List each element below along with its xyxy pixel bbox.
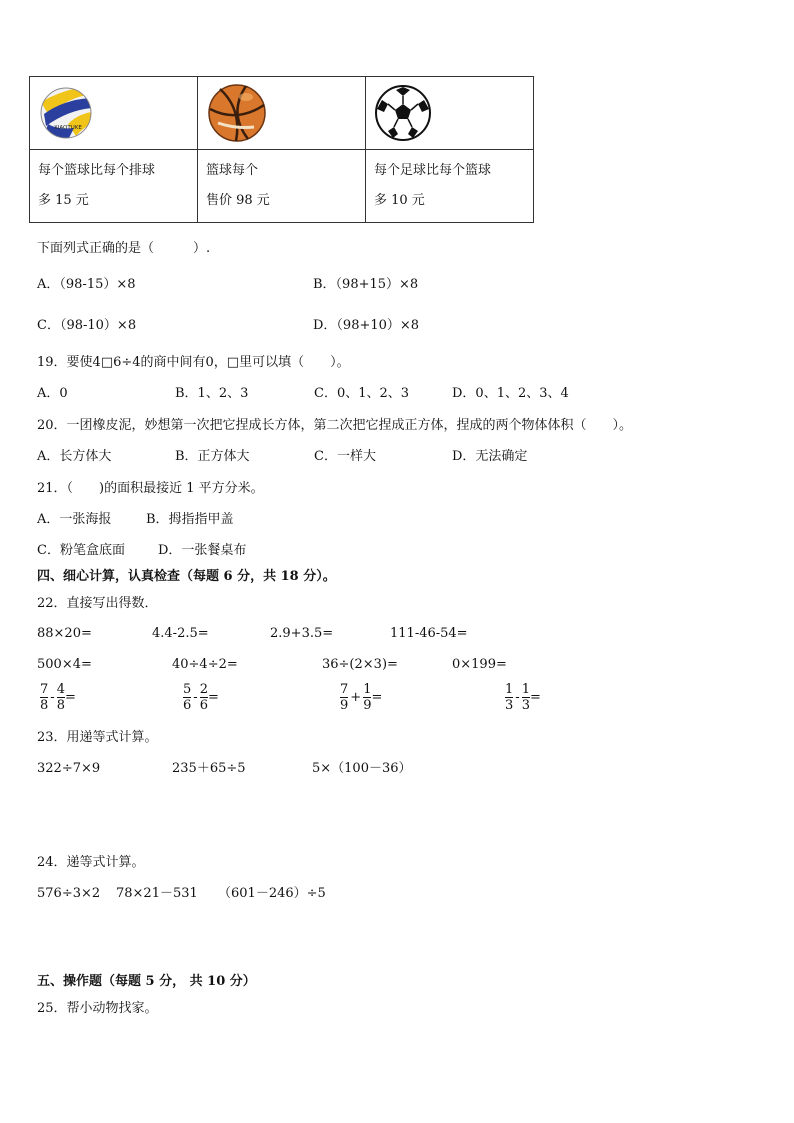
denominator: 8: [40, 698, 49, 713]
fraction-expression: [340, 682, 382, 713]
option-b[interactable]: B．1、2、3: [175, 386, 249, 401]
soccer-ball-cell: [366, 77, 534, 150]
volleyball-cell: [30, 77, 198, 150]
operator: -: [50, 690, 55, 705]
calc-item: 576÷3×2: [37, 886, 101, 901]
soccer-ball-icon: [374, 84, 432, 142]
question-stem: 24．递等式计算。: [37, 855, 145, 870]
cell-line: 每个足球比每个篮球: [374, 163, 492, 178]
option-a[interactable]: A．一张海报: [37, 512, 112, 527]
option-a[interactable]: A．长方体大: [37, 449, 112, 464]
volleyball-icon: [38, 84, 94, 142]
fraction-expression: [183, 682, 219, 713]
denominator: 9: [363, 698, 372, 713]
section-heading: 五、操作题（每题 5 分， 共 10 分）: [37, 974, 256, 989]
calc-item: 0×199=: [452, 657, 507, 672]
option-c[interactable]: C．0、1、2、3: [314, 386, 410, 401]
volleyball-logo: XIAOTUKE: [54, 125, 82, 131]
calc-item: 2.9+3.5=: [270, 626, 334, 641]
option-b[interactable]: B．拇指指甲盖: [146, 512, 234, 527]
fraction: [200, 682, 208, 713]
numerator: 4: [56, 682, 65, 697]
fraction: [340, 682, 348, 713]
cell-line: 篮球每个: [206, 163, 259, 178]
option-a[interactable]: A．0: [37, 386, 68, 401]
cell-line: 多 15 元: [38, 193, 89, 208]
option-c[interactable]: C．一样大: [314, 449, 376, 464]
calc-item: 4.4-2.5=: [152, 626, 209, 641]
fraction: [57, 682, 65, 713]
operator: +: [350, 690, 362, 705]
denominator: 3: [505, 698, 514, 713]
table-text-row: [30, 150, 534, 223]
cell-line: 售价 98 元: [206, 193, 270, 208]
section-heading: 四、细心计算，认真检查（每题 6 分，共 18 分）。: [37, 569, 336, 584]
fraction: [183, 682, 191, 713]
equals-sign: =: [371, 690, 383, 705]
calc-item: （601－246）÷5: [218, 886, 326, 901]
calc-item: 5×（100－36）: [312, 761, 412, 776]
fraction-expression: [505, 682, 541, 713]
option-d[interactable]: D．一张餐桌布: [158, 543, 247, 558]
calc-item: 88×20=: [37, 626, 92, 641]
denominator: 9: [340, 698, 349, 713]
calc-item: 111-46-54=: [390, 626, 468, 641]
fraction-expression: [40, 682, 76, 713]
question-stem: 19．要使4□6÷4的商中间有0，□里可以填（ ）。: [37, 355, 350, 370]
fraction: [522, 682, 530, 713]
calc-item: 36÷(2×3)=: [322, 657, 398, 672]
question-stem: 23．用递等式计算。: [37, 730, 158, 745]
numerator: 5: [183, 682, 192, 697]
option-a[interactable]: A．（98-15）×8: [37, 277, 136, 292]
table-cell: [30, 150, 198, 223]
numerator: 2: [199, 682, 208, 697]
calc-item: 40÷4÷2=: [172, 657, 238, 672]
question-stem: 22．直接写出得数．: [37, 596, 158, 611]
numerator: 1: [521, 682, 530, 697]
option-d[interactable]: D．（98+10）×8: [313, 318, 420, 333]
question-stem: 25．帮小动物找家。: [37, 1001, 158, 1016]
basketball-cell: [198, 77, 366, 150]
operator: -: [193, 690, 198, 705]
calc-item: 235＋65÷5: [172, 761, 246, 776]
option-c[interactable]: C．（98-10）×8: [37, 318, 137, 333]
fraction: [505, 682, 513, 713]
table-cell: [366, 150, 534, 223]
question-stem: 下面列式正确的是（ ）.: [37, 241, 211, 256]
equals-sign: =: [207, 690, 219, 705]
numerator: 7: [340, 682, 349, 697]
equals-sign: =: [64, 690, 76, 705]
option-d[interactable]: D．0、1、2、3、4: [452, 386, 569, 401]
price-table: [29, 76, 534, 223]
cell-line: 多 10 元: [374, 193, 425, 208]
calc-item: 78×21－531: [116, 886, 198, 901]
fraction: [40, 682, 48, 713]
fraction: [363, 682, 371, 713]
numerator: 1: [363, 682, 372, 697]
numerator: 7: [40, 682, 49, 697]
calc-item: 322÷7×9: [37, 761, 101, 776]
option-b[interactable]: B．（98+15）×8: [313, 277, 419, 292]
table-cell: [198, 150, 366, 223]
option-b[interactable]: B．正方体大: [175, 449, 250, 464]
option-d[interactable]: D．无法确定: [452, 449, 528, 464]
basketball-icon: [206, 83, 268, 143]
numerator: 1: [505, 682, 514, 697]
denominator: 6: [199, 698, 208, 713]
table-image-row: [30, 77, 534, 150]
denominator: 3: [521, 698, 530, 713]
denominator: 8: [56, 698, 65, 713]
question-stem: 21．（ )的面积最接近 1 平方分米。: [37, 481, 264, 496]
equals-sign: =: [529, 690, 541, 705]
operator: -: [515, 690, 520, 705]
calc-item: 500×4=: [37, 657, 92, 672]
denominator: 6: [183, 698, 192, 713]
question-stem: 20．一团橡皮泥，妙想第一次把它捏成长方体，第二次把它捏成正方体，捏成的两个物体体积（ ）。: [37, 418, 633, 433]
cell-line: 每个篮球比每个排球: [38, 163, 156, 178]
option-c[interactable]: C．粉笔盒底面: [37, 543, 125, 558]
